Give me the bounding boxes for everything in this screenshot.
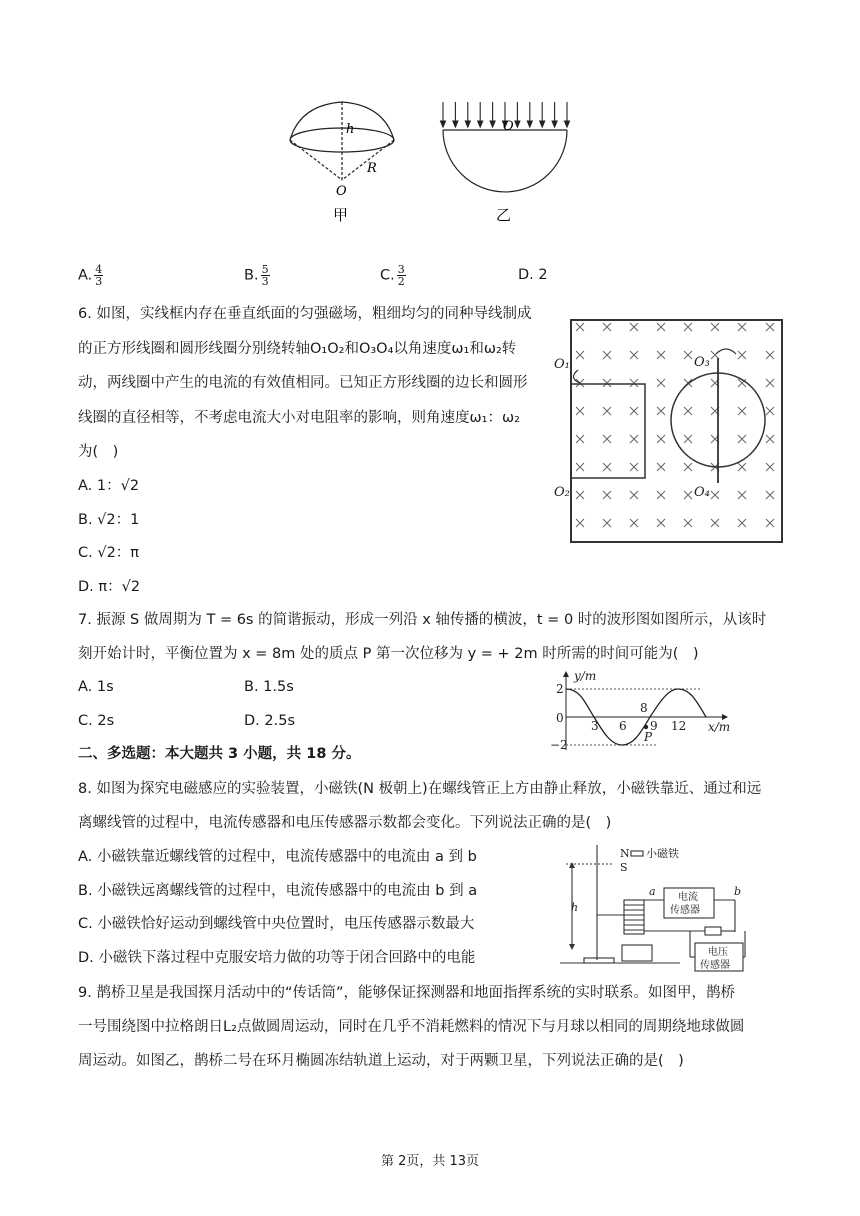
q5-c-den: 2 bbox=[397, 275, 405, 288]
field-cross bbox=[711, 379, 719, 387]
q5-option-c bbox=[380, 264, 406, 287]
q5-option-b bbox=[244, 264, 270, 287]
light-arrow-head bbox=[527, 121, 532, 127]
field-cross bbox=[766, 491, 774, 499]
light-arrow-head bbox=[453, 121, 458, 127]
field-cross bbox=[630, 407, 638, 415]
q9-line-3: 周运动。如图乙，鹊桥二号在环月椭圆冻结轨道上运动，对于两颗卫星，下列说法正确的是( ) bbox=[78, 1053, 684, 1069]
field-cross bbox=[711, 519, 719, 527]
field-cross bbox=[657, 379, 665, 387]
wave-point-x: 8 bbox=[640, 701, 648, 715]
fig8-voltage-1: 电压 bbox=[708, 947, 728, 958]
field-cross bbox=[766, 519, 774, 527]
light-arrow-head bbox=[441, 121, 446, 127]
label-o3: O₃ bbox=[694, 355, 710, 370]
light-arrow-head bbox=[565, 121, 570, 127]
wave-xtick-3: 3 bbox=[591, 719, 599, 733]
solenoid-windings bbox=[624, 905, 644, 930]
field-cross bbox=[603, 323, 611, 331]
rotation-arrow-left bbox=[573, 370, 580, 383]
field-cross bbox=[657, 491, 665, 499]
q5-c-num: 3 bbox=[397, 263, 405, 276]
q5-option-a bbox=[78, 264, 103, 287]
q9-line-1: 9. 鹊桥卫星是我国探月活动中的“传话筒”，能够保证探测器和地面指挥系统的实时联系。如图甲，鹊桥 bbox=[78, 985, 735, 1001]
q7-option-b: B. 1.5s bbox=[244, 679, 294, 695]
q7-line-2: 刻开始计时，平衡位置为 x = 8m 处的质点 P 第一次位移为 y = + 2m 时所需的时间可能为( ) bbox=[78, 646, 699, 662]
page-footer: 第 2页，共 13页 bbox=[380, 1154, 480, 1169]
q6-option-d: D. π：√2 bbox=[78, 579, 141, 595]
circular-coil bbox=[671, 373, 765, 467]
q5-option-c-frac bbox=[397, 264, 406, 287]
q5-b-num: 5 bbox=[261, 263, 269, 276]
light-arrow-head bbox=[552, 121, 557, 127]
field-cross bbox=[576, 435, 584, 443]
field-cross bbox=[711, 351, 719, 359]
field-cross bbox=[630, 435, 638, 443]
q5-option-b-prefix: B. bbox=[244, 267, 259, 284]
field-cross bbox=[657, 407, 665, 415]
spherical-cap-drawing bbox=[290, 102, 394, 180]
q8-line-1: 8. 如图为探究电磁感应的实验装置，小磁铁(N 极朝上)在螺线管正上方由静止释放，小磁铁靠近、通过和远 bbox=[78, 781, 762, 797]
q8-option-b: B. 小磁铁远离螺线管的过程中，电流传感器中的电流由 b 到 a bbox=[78, 883, 478, 899]
voltage-sensor bbox=[695, 943, 743, 971]
light-arrow-head bbox=[490, 121, 495, 127]
fig8-current-2: 传感器 bbox=[670, 905, 700, 916]
field-cross bbox=[766, 463, 774, 471]
field-crosses bbox=[576, 323, 774, 527]
cap-O-label: O bbox=[336, 184, 347, 199]
field-cross bbox=[738, 379, 746, 387]
wave-xtick-9: 9 bbox=[650, 719, 658, 733]
field-cross bbox=[603, 351, 611, 359]
fig8-magnet-label: 小磁铁 bbox=[646, 847, 679, 860]
wave-ylabel: y/m bbox=[574, 669, 597, 683]
magnet bbox=[631, 851, 643, 856]
field-cross bbox=[711, 407, 719, 415]
solenoid bbox=[624, 900, 644, 934]
field-cross bbox=[738, 435, 746, 443]
field-frame bbox=[571, 320, 782, 542]
q6-line-5: 为( ) bbox=[78, 444, 119, 460]
q6-line-2: 的正方形线圈和圆形线圈分别绕转轴O₁O₂和O₃O₄以角速度ω₁和ω₂转 bbox=[78, 341, 517, 357]
q6-line-1: 6. 如图，实线框内存在垂直纸面的匀强磁场，粗细均匀的同种导线制成 bbox=[78, 306, 532, 322]
field-cross bbox=[576, 323, 584, 331]
stand-base bbox=[584, 958, 614, 963]
label-o1: O₁ bbox=[554, 357, 570, 372]
q7-option-c: C. 2s bbox=[78, 713, 115, 729]
wave-ytick-2: 2 bbox=[556, 682, 564, 696]
field-cross bbox=[711, 323, 719, 331]
wave-y-arrow bbox=[563, 671, 569, 677]
q8-line-2: 离螺线管的过程中，电流传感器和电压传感器示数都会变化。下列说法正确的是( ) bbox=[78, 815, 612, 831]
field-cross bbox=[630, 323, 638, 331]
q6-option-c: C. √2：π bbox=[78, 545, 140, 561]
field-cross bbox=[576, 379, 584, 387]
field-cross bbox=[711, 435, 719, 443]
field-cross bbox=[603, 463, 611, 471]
q8-option-c: C. 小磁铁恰好运动到螺线管中央位置时，电压传感器示数最大 bbox=[78, 916, 475, 932]
field-cross bbox=[766, 379, 774, 387]
fig8-S: S bbox=[620, 861, 628, 874]
wave-curve bbox=[566, 689, 706, 745]
field-cross bbox=[630, 379, 638, 387]
resistor bbox=[705, 927, 721, 935]
q6-line-4: 线圈的直径相等，不考虑电流大小对电阻率的影响，则角速度ω₁：ω₂ bbox=[78, 410, 520, 426]
q5-option-b-frac bbox=[261, 264, 270, 287]
q7-option-a: A. 1s bbox=[78, 679, 114, 695]
hemisphere-O-label: O bbox=[503, 119, 514, 134]
label-o4: O₄ bbox=[694, 485, 710, 500]
field-cross bbox=[766, 407, 774, 415]
q5-b-den: 3 bbox=[261, 275, 269, 288]
fig8-b: b bbox=[734, 885, 742, 898]
q5-a-den: 3 bbox=[95, 275, 103, 288]
wave-xlabel: x/m bbox=[708, 720, 731, 734]
fig8-h: h bbox=[571, 901, 579, 914]
q7-line-1: 7. 振源 S 做周期为 T = 6s 的简谐振动，形成一列沿 x 轴传播的横波，t = 0 时的波形图如图所示，从该时 bbox=[78, 612, 767, 628]
wave-xtick-6: 6 bbox=[619, 719, 627, 733]
field-cross bbox=[684, 491, 692, 499]
figure-jia-spherical-cap bbox=[0, 0, 860, 240]
field-cross bbox=[766, 323, 774, 331]
q8-option-a: A. 小磁铁靠近螺线管的过程中，电流传感器中的电流由 a 到 b bbox=[78, 849, 477, 865]
field-cross bbox=[684, 379, 692, 387]
field-cross bbox=[711, 463, 719, 471]
field-cross bbox=[711, 491, 719, 499]
q5-option-c-prefix: C. bbox=[380, 267, 395, 284]
field-cross bbox=[738, 463, 746, 471]
field-cross bbox=[684, 323, 692, 331]
bench bbox=[622, 945, 652, 961]
field-cross bbox=[684, 435, 692, 443]
field-cross bbox=[738, 491, 746, 499]
field-cross bbox=[738, 519, 746, 527]
q8-option-d: D. 小磁铁下落过程中克服安培力做的功等于闭合回路中的电能 bbox=[78, 950, 476, 966]
field-cross bbox=[657, 519, 665, 527]
field-cross bbox=[766, 435, 774, 443]
cap-R-label: R bbox=[367, 161, 377, 176]
q7-option-d: D. 2.5s bbox=[244, 713, 295, 729]
field-cross bbox=[603, 519, 611, 527]
field-cross bbox=[603, 407, 611, 415]
point-p bbox=[644, 725, 648, 729]
wave-point-label: P bbox=[644, 730, 653, 744]
current-sensor bbox=[664, 888, 714, 918]
q5-option-a-prefix: A. bbox=[78, 267, 93, 284]
wave-origin: 0 bbox=[556, 711, 564, 725]
field-cross bbox=[576, 463, 584, 471]
field-cross bbox=[684, 351, 692, 359]
field-cross bbox=[766, 351, 774, 359]
section-2-heading: 二、多选题：本大题共 3 小题，共 18 分。 bbox=[78, 746, 361, 762]
cap-h-label: h bbox=[346, 122, 355, 137]
wave-ytick-neg2: −2 bbox=[550, 738, 568, 752]
rotation-arrow-right bbox=[716, 349, 736, 354]
field-cross bbox=[738, 323, 746, 331]
field-cross bbox=[738, 407, 746, 415]
fig8-a: a bbox=[649, 885, 656, 898]
wave-xtick-12: 12 bbox=[671, 719, 687, 733]
light-arrow-head bbox=[478, 121, 483, 127]
fig8-N: N bbox=[620, 847, 630, 860]
field-cross bbox=[657, 463, 665, 471]
field-cross bbox=[657, 435, 665, 443]
jia-label: 甲 bbox=[333, 206, 349, 224]
q9-line-2: 一号围绕图中拉格朗日L₂点做圆周运动，同时在几乎不消耗燃料的情况下与月球以相同的周期绕地球做圆 bbox=[78, 1019, 745, 1035]
q6-option-a: A. 1：√2 bbox=[78, 478, 140, 494]
field-cross bbox=[603, 491, 611, 499]
wave-x-arrow bbox=[722, 714, 728, 720]
q6-option-b: B. √2：1 bbox=[78, 512, 140, 528]
hemisphere-drawing bbox=[443, 130, 567, 192]
field-cross bbox=[657, 323, 665, 331]
field-cross bbox=[630, 519, 638, 527]
q5-a-num: 4 bbox=[95, 263, 103, 276]
label-o2: O₂ bbox=[554, 485, 570, 500]
field-cross bbox=[576, 519, 584, 527]
field-cross bbox=[684, 407, 692, 415]
field-cross bbox=[630, 351, 638, 359]
light-arrow-head bbox=[465, 121, 470, 127]
field-cross bbox=[684, 519, 692, 527]
fig8-voltage-2: 传感器 bbox=[700, 960, 730, 971]
field-cross bbox=[630, 463, 638, 471]
q5-option-d: D. 2 bbox=[518, 267, 548, 283]
field-cross bbox=[684, 463, 692, 471]
field-cross bbox=[603, 379, 611, 387]
field-cross bbox=[657, 351, 665, 359]
yi-label: 乙 bbox=[496, 206, 512, 224]
q5-option-a-frac bbox=[94, 264, 103, 287]
q6-line-3: 动，两线圈中产生的电流的有效值相同。已知正方形线圈的边长和圆形 bbox=[78, 375, 528, 391]
square-coil bbox=[571, 384, 645, 478]
field-cross bbox=[576, 491, 584, 499]
field-cross bbox=[576, 351, 584, 359]
fig8-current-1: 电流 bbox=[678, 892, 698, 903]
field-cross bbox=[603, 435, 611, 443]
light-arrow-head bbox=[540, 121, 545, 127]
field-cross bbox=[630, 491, 638, 499]
light-arrow-head bbox=[515, 121, 520, 127]
field-cross bbox=[576, 407, 584, 415]
field-cross bbox=[738, 351, 746, 359]
